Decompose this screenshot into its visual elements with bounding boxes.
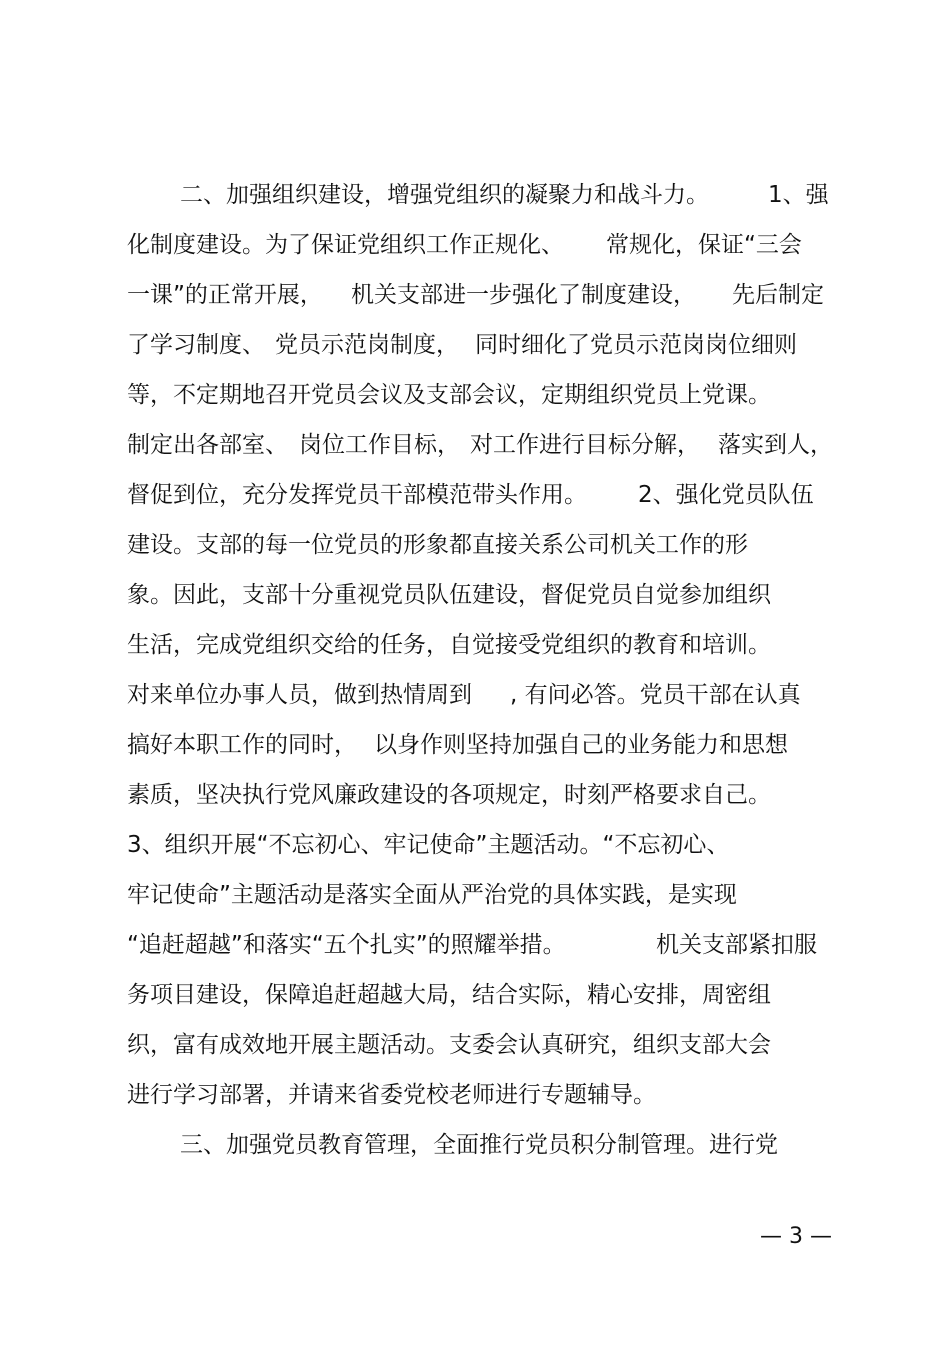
text-segment: 对来单位办事人员，做到热情周到 (127, 682, 472, 708)
text-segment: 机关支部进一步强化了制度建设， (351, 282, 696, 308)
text-segment: 党员示范岗制度， (275, 332, 459, 358)
text-segment: 常规化，保证“三会 (606, 232, 802, 258)
text-line (0, 430, 950, 460)
text-line (0, 880, 950, 910)
text-segment: 同时细化了党员示范岗岗位细则 (475, 332, 797, 358)
text-line (0, 580, 950, 610)
text-segment: 生活，完成党组织交给的任务，自觉接受党组织的教育和培训。 (127, 632, 771, 658)
text-segment: 化制度建设。为了保证党组织工作正规化、 (127, 232, 564, 258)
text-segment: 织，富有成效地开展主题活动。支委会认真研究，组织支部大会 (127, 1032, 771, 1058)
text-line (0, 730, 950, 760)
text-segment: 等，不定期地召开党员会议及支部会议，定期组织党员上党课。 (127, 382, 771, 408)
text-segment: 牢记使命”主题活动是落实全面从严治党的具体实践，是实现 (127, 882, 737, 908)
text-line (0, 980, 950, 1010)
text-segment: 制定出各部室、 (127, 432, 288, 458)
text-line (0, 530, 950, 560)
text-segment: 进行学习部署，并请来省委党校老师进行专题辅导。 (127, 1082, 656, 1108)
text-segment: 3、组织开展“不忘初心、牢记使命”主题活动。“不忘初心、 (127, 832, 730, 858)
page-number: — 3 — (760, 1224, 832, 1249)
text-line (0, 1030, 950, 1060)
text-segment: 先后制定 (732, 282, 824, 308)
text-line (0, 480, 950, 510)
text-segment: 三、加强党员教育管理，全面推行党员积分制管理。进行党 (180, 1132, 778, 1158)
text-segment: 落实到人， (718, 432, 833, 458)
text-line (0, 1080, 950, 1110)
text-segment: 督促到位，充分发挥党员干部模范带头作用。 (127, 482, 587, 508)
text-line (0, 830, 950, 860)
text-line (0, 1130, 950, 1160)
text-segment: 建设。支部的每一位党员的形象都直接关系公司机关工作的形 (127, 532, 748, 558)
text-line (0, 330, 950, 360)
text-segment: 搞好本职工作的同时， (127, 732, 357, 758)
text-segment: 机关支部紧扣服 (656, 932, 817, 958)
text-segment: “追赶超越”和落实“五个扎实”的照耀举措。 (127, 932, 566, 958)
text-line (0, 680, 950, 710)
text-segment: 1、强 (768, 182, 829, 208)
text-line (0, 630, 950, 660)
text-segment: , 有问必答。党员干部在认真 (510, 682, 801, 708)
text-line (0, 380, 950, 410)
text-line (0, 180, 950, 210)
text-segment: 二、加强组织建设，增强党组织的凝聚力和战斗力。 (180, 182, 709, 208)
text-line (0, 230, 950, 260)
text-segment: 了学习制度、 (127, 332, 265, 358)
text-segment: 素质，坚决执行党风廉政建设的各项规定，时刻严格要求自己。 (127, 782, 771, 808)
text-segment: 一课”的正常开展， (127, 282, 323, 308)
text-line (0, 280, 950, 310)
text-segment: 象。因此，支部十分重视党员队伍建设，督促党员自觉参加组织 (127, 582, 771, 608)
text-segment: 2、强化党员队伍 (638, 482, 814, 508)
text-segment: 务项目建设，保障追赶超越大局，结合实际，精心安排，周密组 (127, 982, 771, 1008)
text-segment: 以身作则坚持加强自己的业务能力和思想 (374, 732, 788, 758)
text-segment: 岗位工作目标， (299, 432, 460, 458)
text-line (0, 930, 950, 960)
text-line (0, 780, 950, 810)
text-segment: 对工作进行目标分解， (470, 432, 700, 458)
